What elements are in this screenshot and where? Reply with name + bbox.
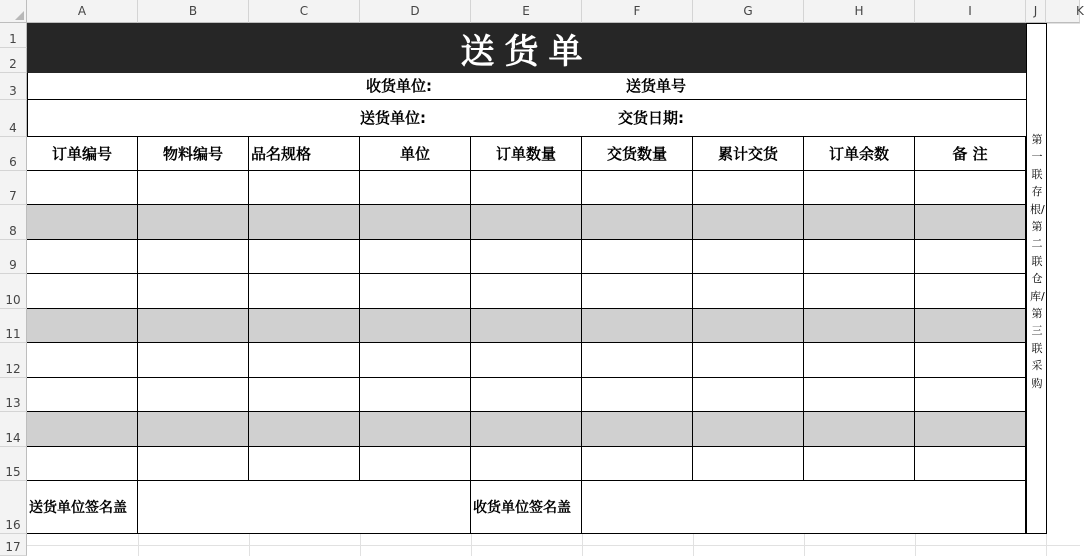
table-cell[interactable]	[693, 171, 804, 205]
row-header-10[interactable]: 10	[0, 274, 27, 309]
table-cell[interactable]	[360, 378, 471, 412]
table-cell[interactable]	[138, 309, 249, 343]
table-cell[interactable]	[471, 343, 582, 378]
table-cell[interactable]	[27, 447, 138, 481]
column-header-i[interactable]: I	[915, 0, 1026, 23]
table-cell[interactable]	[471, 274, 582, 309]
table-cell[interactable]	[915, 343, 1026, 378]
row-header-2[interactable]: 2	[0, 48, 27, 73]
table-cell[interactable]	[360, 240, 471, 274]
row-header-13[interactable]: 13	[0, 378, 27, 412]
table-cell[interactable]	[582, 412, 693, 447]
table-cell[interactable]	[582, 343, 693, 378]
row-header-7[interactable]: 7	[0, 171, 27, 205]
table-cell[interactable]	[138, 378, 249, 412]
table-cell[interactable]	[804, 205, 915, 240]
header-cumulative-delivery[interactable]: 累计交货	[693, 137, 804, 171]
receiver-signature-label[interactable]: 收货单位签名盖	[471, 481, 582, 534]
table-cell[interactable]	[804, 240, 915, 274]
table-cell[interactable]	[693, 447, 804, 481]
column-header-d[interactable]: D	[360, 0, 471, 23]
table-cell[interactable]	[360, 171, 471, 205]
gridline	[915, 534, 916, 556]
table-cell[interactable]	[27, 171, 138, 205]
table-cell[interactable]	[138, 447, 249, 481]
delivery-no-label: 送货单号	[626, 77, 687, 95]
gridline	[138, 534, 139, 556]
table-cell[interactable]	[693, 309, 804, 343]
table-cell[interactable]	[915, 171, 1026, 205]
column-header-a[interactable]: A	[27, 0, 138, 23]
row-header-11[interactable]: 11	[0, 309, 27, 343]
table-cell[interactable]	[27, 205, 138, 240]
row-header-6[interactable]: 6	[0, 137, 27, 171]
sender-unit-label: 送货单位:	[360, 109, 426, 127]
table-cell[interactable]	[360, 412, 471, 447]
table-cell[interactable]	[915, 274, 1026, 309]
table-cell[interactable]	[582, 274, 693, 309]
table-cell[interactable]	[27, 412, 138, 447]
table-cell[interactable]	[804, 412, 915, 447]
header-material-no[interactable]: 物料编号	[138, 137, 249, 171]
table-cell[interactable]	[249, 205, 360, 240]
column-header-b[interactable]: B	[138, 0, 249, 23]
column-header-c[interactable]: C	[249, 0, 360, 23]
table-cell[interactable]	[360, 274, 471, 309]
table-cell[interactable]	[693, 240, 804, 274]
gridline	[804, 534, 805, 556]
row-header-1[interactable]: 1	[0, 23, 27, 48]
table-cell[interactable]	[138, 240, 249, 274]
table-cell[interactable]	[249, 274, 360, 309]
table-cell[interactable]	[249, 343, 360, 378]
table-cell[interactable]	[471, 171, 582, 205]
table-cell[interactable]	[804, 274, 915, 309]
column-header-k[interactable]: K	[1046, 0, 1080, 23]
table-cell[interactable]	[138, 343, 249, 378]
table-cell[interactable]	[471, 447, 582, 481]
table-cell[interactable]	[915, 412, 1026, 447]
row-header-16[interactable]: 16	[0, 481, 27, 534]
table-cell[interactable]	[915, 205, 1026, 240]
table-cell[interactable]	[138, 205, 249, 240]
table-cell[interactable]	[27, 309, 138, 343]
table-cell[interactable]	[915, 240, 1026, 274]
header-product-spec[interactable]: 品名规格	[249, 137, 360, 171]
table-cell[interactable]	[582, 240, 693, 274]
table-cell[interactable]	[249, 171, 360, 205]
table-cell[interactable]	[27, 343, 138, 378]
table-cell[interactable]	[804, 378, 915, 412]
table-cell[interactable]	[138, 171, 249, 205]
table-cell[interactable]	[915, 447, 1026, 481]
info-row-sender[interactable]	[27, 100, 1026, 137]
header-unit[interactable]: 单位	[360, 137, 471, 171]
column-header-e[interactable]: E	[471, 0, 582, 23]
table-cell[interactable]	[804, 447, 915, 481]
table-cell[interactable]	[693, 412, 804, 447]
column-header-h[interactable]: H	[804, 0, 915, 23]
gridline	[249, 534, 250, 556]
table-cell[interactable]	[360, 343, 471, 378]
table-cell[interactable]	[249, 240, 360, 274]
table-cell[interactable]	[471, 378, 582, 412]
select-all-triangle-icon	[15, 11, 24, 20]
table-cell[interactable]	[582, 309, 693, 343]
table-cell[interactable]	[693, 274, 804, 309]
column-header-j[interactable]: J	[1026, 0, 1046, 23]
row-header-17[interactable]: 17	[0, 534, 27, 556]
table-cell[interactable]	[27, 274, 138, 309]
table-cell[interactable]	[471, 309, 582, 343]
row-header-8[interactable]: 8	[0, 205, 27, 240]
table-cell[interactable]	[471, 205, 582, 240]
gridline	[471, 534, 472, 556]
table-cell[interactable]	[360, 309, 471, 343]
row-header-15[interactable]: 15	[0, 447, 27, 481]
gridline	[360, 534, 361, 556]
header-order-qty[interactable]: 订单数量	[471, 137, 582, 171]
table-cell[interactable]	[582, 447, 693, 481]
table-cell[interactable]	[471, 412, 582, 447]
side-note-column[interactable]	[1026, 23, 1047, 534]
gridline	[582, 534, 583, 556]
select-all-corner[interactable]	[0, 0, 27, 23]
table-cell[interactable]	[471, 240, 582, 274]
header-remarks[interactable]: 备 注	[915, 137, 1026, 171]
table-cell[interactable]	[249, 378, 360, 412]
info-row-receiver[interactable]	[27, 73, 1026, 100]
table-cell[interactable]	[249, 412, 360, 447]
gridline	[27, 545, 1080, 546]
row-header-14[interactable]: 14	[0, 412, 27, 447]
header-delivery-qty[interactable]: 交货数量	[582, 137, 693, 171]
table-cell[interactable]	[360, 205, 471, 240]
table-cell[interactable]	[915, 378, 1026, 412]
table-cell[interactable]	[138, 412, 249, 447]
column-header-f[interactable]: F	[582, 0, 693, 23]
table-cell[interactable]	[915, 309, 1026, 343]
table-cell[interactable]	[693, 378, 804, 412]
table-cell[interactable]	[360, 447, 471, 481]
table-cell[interactable]	[138, 274, 249, 309]
table-cell[interactable]	[249, 447, 360, 481]
table-cell[interactable]	[804, 343, 915, 378]
delivery-date-label: 交货日期:	[618, 109, 684, 127]
table-cell[interactable]	[693, 343, 804, 378]
table-cell[interactable]	[693, 205, 804, 240]
receiver-signature-field[interactable]	[582, 481, 1026, 534]
row-header-3[interactable]: 3	[0, 73, 27, 100]
gridline	[693, 534, 694, 556]
row-header-12[interactable]: 12	[0, 343, 27, 378]
table-cell[interactable]	[582, 171, 693, 205]
table-cell[interactable]	[582, 378, 693, 412]
sender-signature-field[interactable]	[138, 481, 471, 534]
table-cell[interactable]	[804, 309, 915, 343]
receiver-unit-label: 收货单位:	[366, 77, 432, 95]
column-header-g[interactable]: G	[693, 0, 804, 23]
header-order-no[interactable]: 订单编号	[27, 137, 138, 171]
copy-distribution-note: 第一联存根/第二联仓库/第三联采购	[1030, 133, 1045, 390]
table-cell[interactable]	[249, 309, 360, 343]
table-cell[interactable]	[27, 378, 138, 412]
row-header-9[interactable]: 9	[0, 240, 27, 274]
header-order-remaining[interactable]: 订单余数	[804, 137, 915, 171]
form-title[interactable]: 送货单	[27, 23, 1026, 73]
sender-signature-label[interactable]: 送货单位签名盖	[27, 481, 138, 534]
table-cell[interactable]	[582, 205, 693, 240]
gridline	[1046, 23, 1080, 24]
row-header-4[interactable]: 4	[0, 100, 27, 137]
table-cell[interactable]	[804, 171, 915, 205]
table-cell[interactable]	[27, 240, 138, 274]
